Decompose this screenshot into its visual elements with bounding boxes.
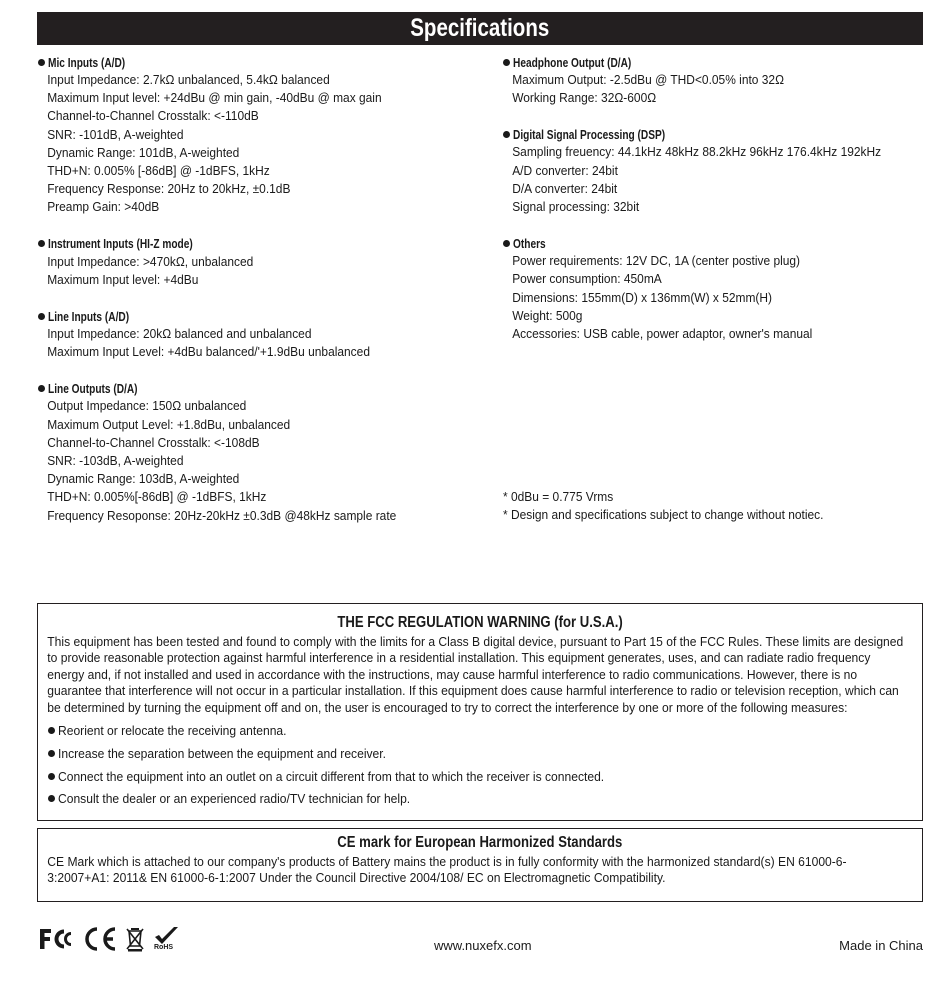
bullet-icon — [38, 313, 45, 320]
spec-line: D/A converter: 24bit — [512, 180, 618, 196]
bullet-icon — [48, 773, 55, 780]
spec-line: Channel-to-Channel Crosstalk: <-110dB — [47, 108, 259, 124]
spec-line: Frequency Resoponse: 20Hz-20kHz ±0.3dB @48kHz sample rate — [47, 507, 397, 523]
right-column — [503, 53, 923, 361]
title-bar — [37, 12, 923, 45]
fcc-measure-item — [38, 719, 922, 742]
rohs-label: RoHS — [154, 944, 174, 951]
spec-line: Working Range: 32Ω-600Ω — [512, 90, 657, 106]
ce-title: CE mark for European Harmonized Standards — [337, 834, 623, 851]
fcc-measure-text: Increase the separation between the equipment and receiver. — [58, 745, 386, 761]
spec-line: Dynamic Range: 101dB, A-weighted — [47, 144, 240, 160]
spec-line: SNR: -103dB, A-weighted — [47, 453, 184, 469]
spec-line: Power consumption: 450mA — [512, 271, 662, 287]
page-title: Specifications — [410, 14, 550, 42]
spec-line: Input Impedance: 20kΩ balanced and unbalanced — [47, 326, 312, 342]
bullet-icon — [503, 240, 510, 247]
spec-section-others — [503, 234, 923, 343]
bullet-icon — [38, 240, 45, 247]
spec-line: Maximum Input level: +4dBu — [47, 271, 199, 287]
section-title: Line Inputs (A/D) — [48, 308, 130, 324]
spec-line: THD+N: 0.005%[-86dB] @ -1dBFS, 1kHz — [47, 489, 267, 505]
spec-section-instrument-inputs — [38, 235, 478, 289]
spec-line: Maximum Output: -2.5dBu @ THD<0.05% into 32Ω — [512, 72, 785, 87]
spec-line: Dynamic Range: 103dB, A-weighted — [47, 471, 240, 487]
section-title: Headphone Output (D/A) — [513, 54, 632, 70]
bullet-icon — [48, 795, 55, 802]
spec-line: Dimensions: 155mm(D) x 136mm(W) x 52mm(H) — [512, 289, 773, 305]
spec-section-line-inputs — [38, 307, 478, 361]
section-title: Mic Inputs (A/D) — [48, 54, 126, 70]
spec-line: Input Impedance: >470kΩ, unbalanced — [47, 253, 254, 269]
fcc-measure-text: Consult the dealer or an experienced radio/TV technician for help. — [58, 791, 411, 807]
section-title: Others — [513, 235, 546, 251]
fcc-title: THE FCC REGULATION WARNING (for U.S.A.) — [337, 614, 623, 631]
left-column — [38, 53, 478, 543]
bullet-icon — [503, 59, 510, 66]
fcc-measure-item — [38, 765, 922, 788]
spec-line: Accessories: USB cable, power adaptor, owner's manual — [512, 326, 813, 342]
spec-line: Power requirements: 12V DC, 1A (center postive plug) — [512, 253, 801, 269]
spec-line: Sampling freuency: 44.1kHz 48kHz 88.2kHz 96kHz 176.4kHz 192kHz — [512, 144, 882, 160]
fcc-measure-item — [38, 742, 922, 765]
spec-line: Signal processing: 32bit — [512, 199, 640, 215]
fcc-warning-box — [37, 603, 923, 821]
ce-body: CE Mark which is attached to our company's products of Battery mains the product is in fully conformity with the harmonized standard(s) EN 61000-6-3:2007+A1: 2011& EN 61000-6-1:2007 Under the Council Directive 2004/108/ EC on Electromagnetic Compatibility. — [47, 854, 847, 886]
spec-line: Channel-to-Channel Crosstalk: <-108dB — [47, 434, 260, 450]
fcc-measure-text: Reorient or relocate the receiving antenna. — [58, 722, 287, 738]
website-url: www.nuxefx.com — [434, 938, 532, 953]
bullet-icon — [48, 750, 55, 757]
bullet-icon — [48, 727, 55, 734]
bullet-icon — [38, 385, 45, 392]
spec-line: Weight: 500g — [512, 307, 583, 323]
spec-line: THD+N: 0.005% [-86dB] @ -1dBFS, 1kHz — [47, 163, 270, 179]
fcc-measure-item — [38, 787, 922, 810]
spec-notes — [503, 488, 851, 524]
ce-mark-box — [37, 828, 923, 902]
made-in-label: Made in China — [839, 938, 923, 953]
spec-section-dsp — [503, 125, 923, 216]
spec-line: Maximum Input Level: +4dBu balanced/'+1.9dBu unbalanced — [47, 344, 370, 360]
note-line: * Design and specifications subject to change without notiec. — [503, 507, 824, 523]
spec-section-headphone-output — [503, 53, 923, 107]
spec-line: SNR: -101dB, A-weighted — [47, 126, 184, 142]
spec-line: Maximum Input level: +24dBu @ min gain, -40dBu @ max gain — [47, 90, 382, 106]
rohs-logo — [152, 925, 180, 953]
spec-line: Output Impedance: 150Ω unbalanced — [47, 398, 247, 414]
spec-line: Input Impedance: 2.7kΩ unbalanced, 5.4kΩ balanced — [47, 72, 330, 87]
bullet-icon — [38, 59, 45, 66]
bullet-icon — [503, 131, 510, 138]
spec-line: Maximum Output Level: +1.8dBu, unbalanced — [47, 416, 291, 432]
fcc-logo — [38, 926, 74, 952]
note-line: * 0dBu = 0.775 Vrms — [503, 489, 614, 504]
spec-line: A/D converter: 24bit — [512, 162, 618, 178]
certification-logos — [38, 925, 180, 953]
section-title: Digital Signal Processing (DSP) — [513, 126, 666, 142]
spec-line: Frequency Response: 20Hz to 20kHz, ±0.1dB — [47, 181, 291, 197]
ce-logo — [82, 926, 118, 952]
section-title: Line Outputs (D/A) — [48, 380, 138, 396]
spec-section-line-outputs — [38, 379, 478, 524]
fcc-measures — [38, 719, 922, 810]
spec-section-mic-inputs — [38, 53, 478, 217]
fcc-measure-text: Connect the equipment into an outlet on a circuit different from that to which the receiver is connected. — [58, 768, 605, 784]
fcc-body: This equipment has been tested and found to comply with the limits for a Class B digital device, pursuant to Part 15 of the FCC Rules. These limits are designed to provide reasonable protection against harmful interference in a residential installation. This equipment generates, uses, and can radiate radio frequency energy and, if not installed and used in accordance with the instructions, may cause harmful interference to radio communications. However, there is no guarantee that interference will not occur in a particular installation. If this equipment does cause harmful interference to radio or television reception, which can be determined by turning the equipment off and on, the user is encouraged to try to correct the interference by one or more of the following measures: — [47, 634, 904, 715]
section-title: Instrument Inputs (HI-Z mode) — [48, 236, 193, 252]
spec-line: Preamp Gain: >40dB — [47, 199, 160, 215]
weee-bin-icon — [126, 926, 144, 952]
